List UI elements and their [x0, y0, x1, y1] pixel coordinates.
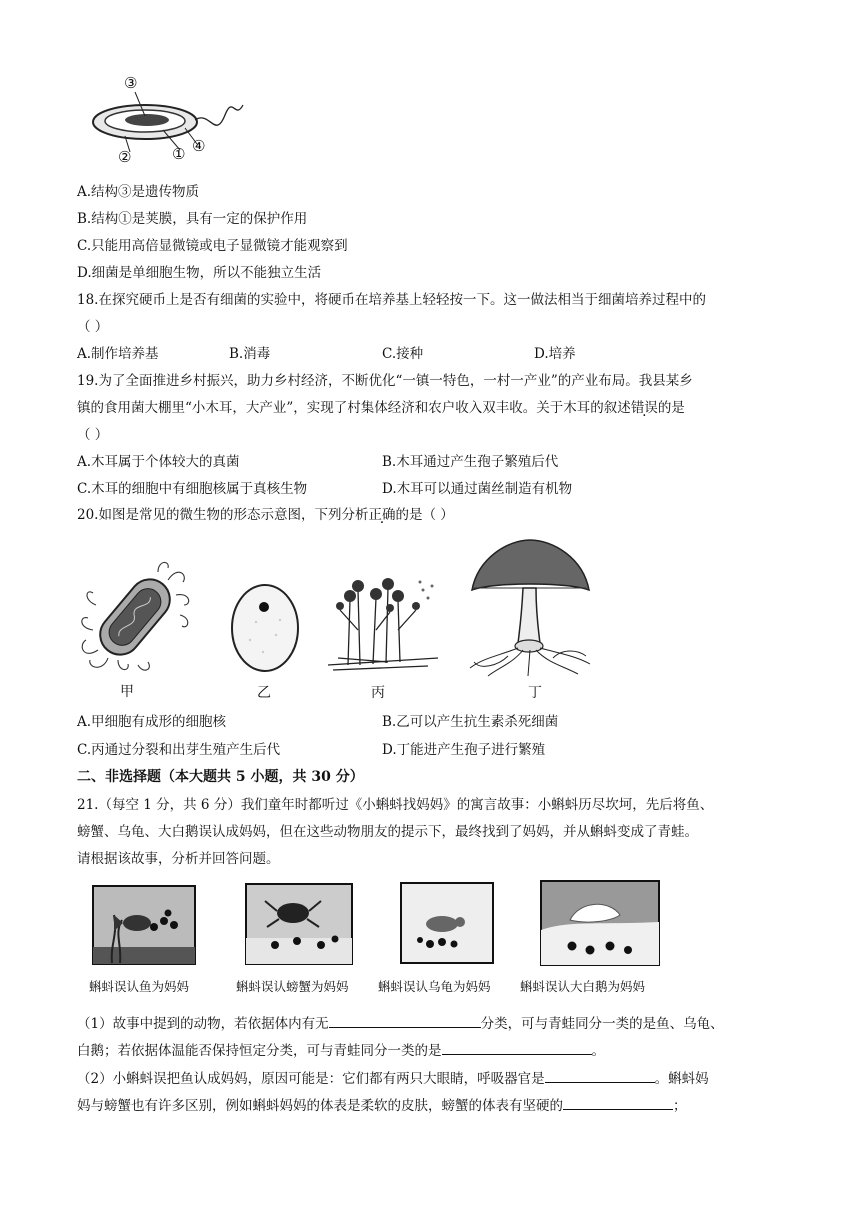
label-4: ④ — [192, 137, 206, 155]
label-2: ② — [118, 148, 132, 166]
caption-crab: 蝌蚪误认螃蟹为妈妈 — [236, 979, 349, 994]
q19-bracket: （ ） — [77, 427, 109, 443]
fig-label-ding: 丁 — [528, 685, 542, 701]
picture-fish-scene — [92, 885, 196, 965]
q20-emphasis: 正确 — [368, 507, 396, 523]
q21-stem-line3: 请根据该故事，分析并回答问题。 — [77, 851, 280, 867]
q20-option-a: A.甲细胞有成形的细胞核 — [77, 714, 227, 730]
yeast-figure-yi — [228, 580, 303, 675]
bacterium-structure-figure — [85, 70, 245, 170]
q18-option-c: C.接种 — [382, 346, 424, 362]
q17-option-b: B.结构①是荚膜，具有一定的保护作用 — [77, 211, 308, 227]
answer-blank-3[interactable] — [545, 1068, 655, 1083]
q20-option-d: D.丁能进产生孢子进行繁殖 — [382, 742, 546, 758]
q20-option-c: C.丙通过分裂和出芽生殖产生后代 — [77, 742, 281, 758]
q20-stem: 20.如图是常见的微生物的形态示意图，下列分析正确的是（ ） — [77, 507, 454, 523]
fig-label-jia: 甲 — [120, 684, 134, 700]
q19-stem-line1: 19.为了全面推进乡村振兴，助力乡村经济，不断优化“一镇一特色，一村一产业”的产业布局。我县某乡 — [77, 373, 693, 389]
caption-goose: 蝌蚪误认大白鹅为妈妈 — [520, 979, 646, 994]
picture-goose-scene — [540, 880, 660, 966]
q18-option-d: D.培养 — [534, 346, 576, 362]
q21-part1-line2: 白鹅；若依据体温能否保持恒定分类，可与青蛙同分一类的是 。 — [77, 1040, 605, 1061]
caption-fish: 蝌蚪误认鱼为妈妈 — [89, 979, 190, 994]
section-2-heading: 二、非选择题（本大题共 5 小题，共 30 分） — [77, 769, 364, 785]
fig-label-yi: 乙 — [257, 685, 271, 701]
q21-stem-line1: 21.（每空 1 分，共 6 分）我们童年时都听过《小蝌蚪找妈妈》的寓言故事：小蝌蚪历尽坎坷，先后将鱼、 — [77, 797, 714, 813]
picture-turtle-scene — [400, 882, 494, 964]
q21-part2-line2: 妈与螃蟹也有许多区别，例如蝌蚪妈妈的体表是柔软的皮肤，螃蟹的体表有坚硬的 ； — [77, 1095, 687, 1116]
q19-option-b: B.木耳通过产生孢子繁殖后代 — [382, 454, 559, 470]
mold-figure-bing — [328, 570, 438, 675]
q21-part2-line1: （2）小蝌蚪误把鱼认成妈妈，原因可能是：它们都有两只大眼睛，呼吸器官是 。蝌蚪妈 — [77, 1068, 709, 1089]
q20-option-b: B.乙可以产生抗生素杀死细菌 — [382, 714, 559, 730]
q21-part1-line1: （1）故事中提到的动物，若依据体内有无 分类，可与青蛙同分一类的是鱼、乌龟、 — [77, 1013, 724, 1034]
q19-stem-line2: 镇的食用菌大棚里“小木耳，大产业”，实现了村集体经济和农户收入双丰收。关于木耳的叙述错误的是 — [77, 400, 685, 416]
fig-label-bing: 丙 — [371, 685, 385, 701]
answer-blank-1[interactable] — [329, 1013, 481, 1028]
q21-stem-line2: 螃蟹、乌龟、大白鹅误认成妈妈，但在这些动物朋友的提示下，最终找到了妈妈，并从蝌蚪变成了青蛙。 — [77, 824, 698, 840]
answer-blank-4[interactable] — [563, 1095, 673, 1110]
answer-blank-2[interactable] — [442, 1040, 592, 1055]
bacterium-figure-jia — [78, 560, 193, 675]
q18-bracket: （ ） — [77, 319, 109, 335]
q18-stem: 18.在探究硬币上是否有细菌的实验中，将硬币在培养基上轻轻按一下。这一做法相当于细菌培养过程中的 — [77, 292, 706, 308]
q17-option-d: D.细菌是单细胞生物，所以不能独立生活 — [77, 265, 322, 281]
label-1: ① — [172, 145, 186, 163]
q17-option-a: A.结构③是遗传物质 — [77, 184, 200, 200]
label-3: ③ — [124, 74, 138, 92]
q19-option-a: A.木耳属于个体较大的真菌 — [77, 454, 240, 470]
q18-option-a: A.制作培养基 — [77, 346, 159, 362]
q18-option-b: B.消毒 — [229, 346, 271, 362]
picture-crab-scene — [245, 883, 353, 965]
mushroom-figure-ding — [468, 538, 593, 678]
q19-option-c: C.木耳的细胞中有细胞核属于真核生物 — [77, 481, 308, 497]
caption-turtle: 蝌蚪误认乌龟为妈妈 — [378, 979, 491, 994]
q19-emphasis: 错误 — [630, 400, 658, 416]
q17-option-c: C.只能用高倍显微镜或电子显微镜才能观察到 — [77, 238, 348, 254]
q19-option-d: D.木耳可以通过菌丝制造有机物 — [382, 481, 573, 497]
